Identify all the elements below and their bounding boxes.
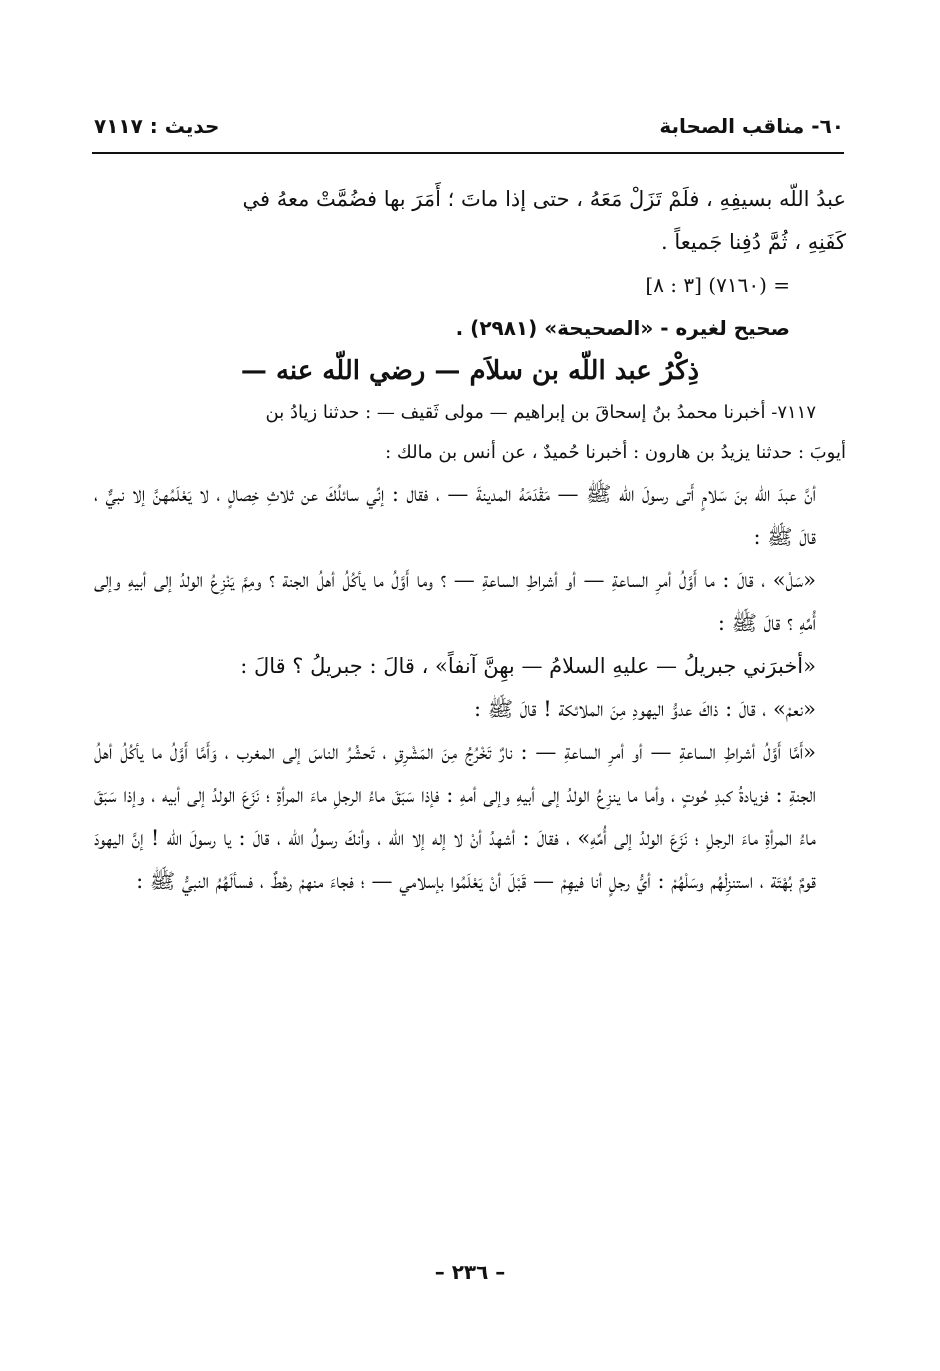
page-header xyxy=(94,114,844,154)
matn-paragraph: «نعمْ» ، قالَ : ذاكَ عدوُّ اليهودِ مِنَ الملائكة ! قالَ ﷺ : xyxy=(474,697,816,721)
page-number: – ٢٣٦ – xyxy=(434,1260,506,1284)
matn-paragraph: «أخبرَني جبريلُ — عليهِ السلامُ — بهِنَّ آنفاً» ، قالَ : جبريلُ ؟ قالَ : xyxy=(240,654,816,678)
isnad-line-2: أيوبَ : حدثنا يزيدُ بن هارون : أخبرنا حُميدٌ ، عن أنس بن مالك : xyxy=(385,442,846,463)
chapter-title: ٦٠- مناقب الصحابة xyxy=(659,114,844,138)
cross-reference: = (٧١٦٠) [٣ : ٨] xyxy=(645,273,790,297)
isnad-line-1: ٧١١٧- أخبرنا محمدُ بنُ إسحاقَ بن إبراهيم — مولى ثَقيف — : حدثنا زيادُ بن xyxy=(265,402,816,423)
matn-paragraph: أنَّ عبدَ اللّه بنَ سَلامٍ أَتى رسولَ اللّه ﷺ — مَقْدَمَهُ المدينةَ — ، فقال : إنِّي سائلُكَ عن ثلاثِ خِصالٍ ، لا يَعْلَمُهنَّ إلا نبيٌّ ، قالَ ﷺ : xyxy=(94,482,816,549)
hadith-grading: صحيح لغيره - «الصحيحة» (٢٩٨١) . xyxy=(455,316,790,340)
hadith-reference: حديث : ٧١١٧ xyxy=(94,114,220,138)
continuation-line-1: عبدُ اللّه بسيفِهِ ، فلَمْ تَزَلْ مَعَهُ ، حتى إذا ماتَ ؛ أَمَرَ بها فضُمَّتْ معهُ في xyxy=(242,187,846,211)
continuation-line-2: كَفَنِهِ ، ثُمَّ دُفِنا جَميعاً . xyxy=(661,230,846,254)
matn-paragraph: «سَلْ» ، قالَ : ما أَوَّلُ أمرِ الساعةِ — أو أشراطِ الساعةِ — ؟ وما أَوَّلُ ما يأكُلُ أهلُ الجنة ؟ ومِمَّ يَنْزِعُ الولدُ إلى أبيهِ وإلى أُمِّهِ ؟ قالَ ﷺ : xyxy=(94,568,816,635)
section-heading: ذِكْرُ عبد اللّه بن سلاَم — رضي اللّه عنه — xyxy=(240,356,700,386)
page-body xyxy=(94,178,846,903)
matn-paragraph: «أَمَّا أَوَّلُ أشراطِ الساعةِ — أو أمرِ الساعةِ — : نارٌ تَخْرُجُ مِنَ المَشْرِقِ ، تَحشُرُ الناسَ إلى المغرب ، وَأَمَّا أَوَّلُ ما يأكُلُ أهلُ الجنةِ : فزيادةُ كبدِ حُوتٍ ، وأما ما ينزِعُ الولدُ إلى أبيهِ وإلى أمهِ : فإذا سَبَقَ ماءُ الرجلِ ماءَ المرأةِ ؛ نَزَعَ الولدُ إلى أبيه ، وإذا سَبَقَ ماءُ المرأةِ ماءَ الرجلِ ؛ نَزَعَ الولدُ إلى أُمِّهِ» ، فقالَ : أشهدُ أنْ لا إله إلا اللّه ، وأنكَ رسولُ اللّه ، قالَ : يا رسولَ اللّه ! إنَّ اليهودَ قومٌ بُهْتَة ، استنزِلْهُم وسَلْهُمْ : أيُّ رجلٍ أنا فيهِمْ — قَبْلَ أنْ يَعْلَمُوا بإسلامي — ؛ فجاءَ منهمْ رهْطٌ ، فسألَهُمُ النبيُّ ﷺ : xyxy=(94,740,816,893)
header-divider xyxy=(92,152,844,154)
